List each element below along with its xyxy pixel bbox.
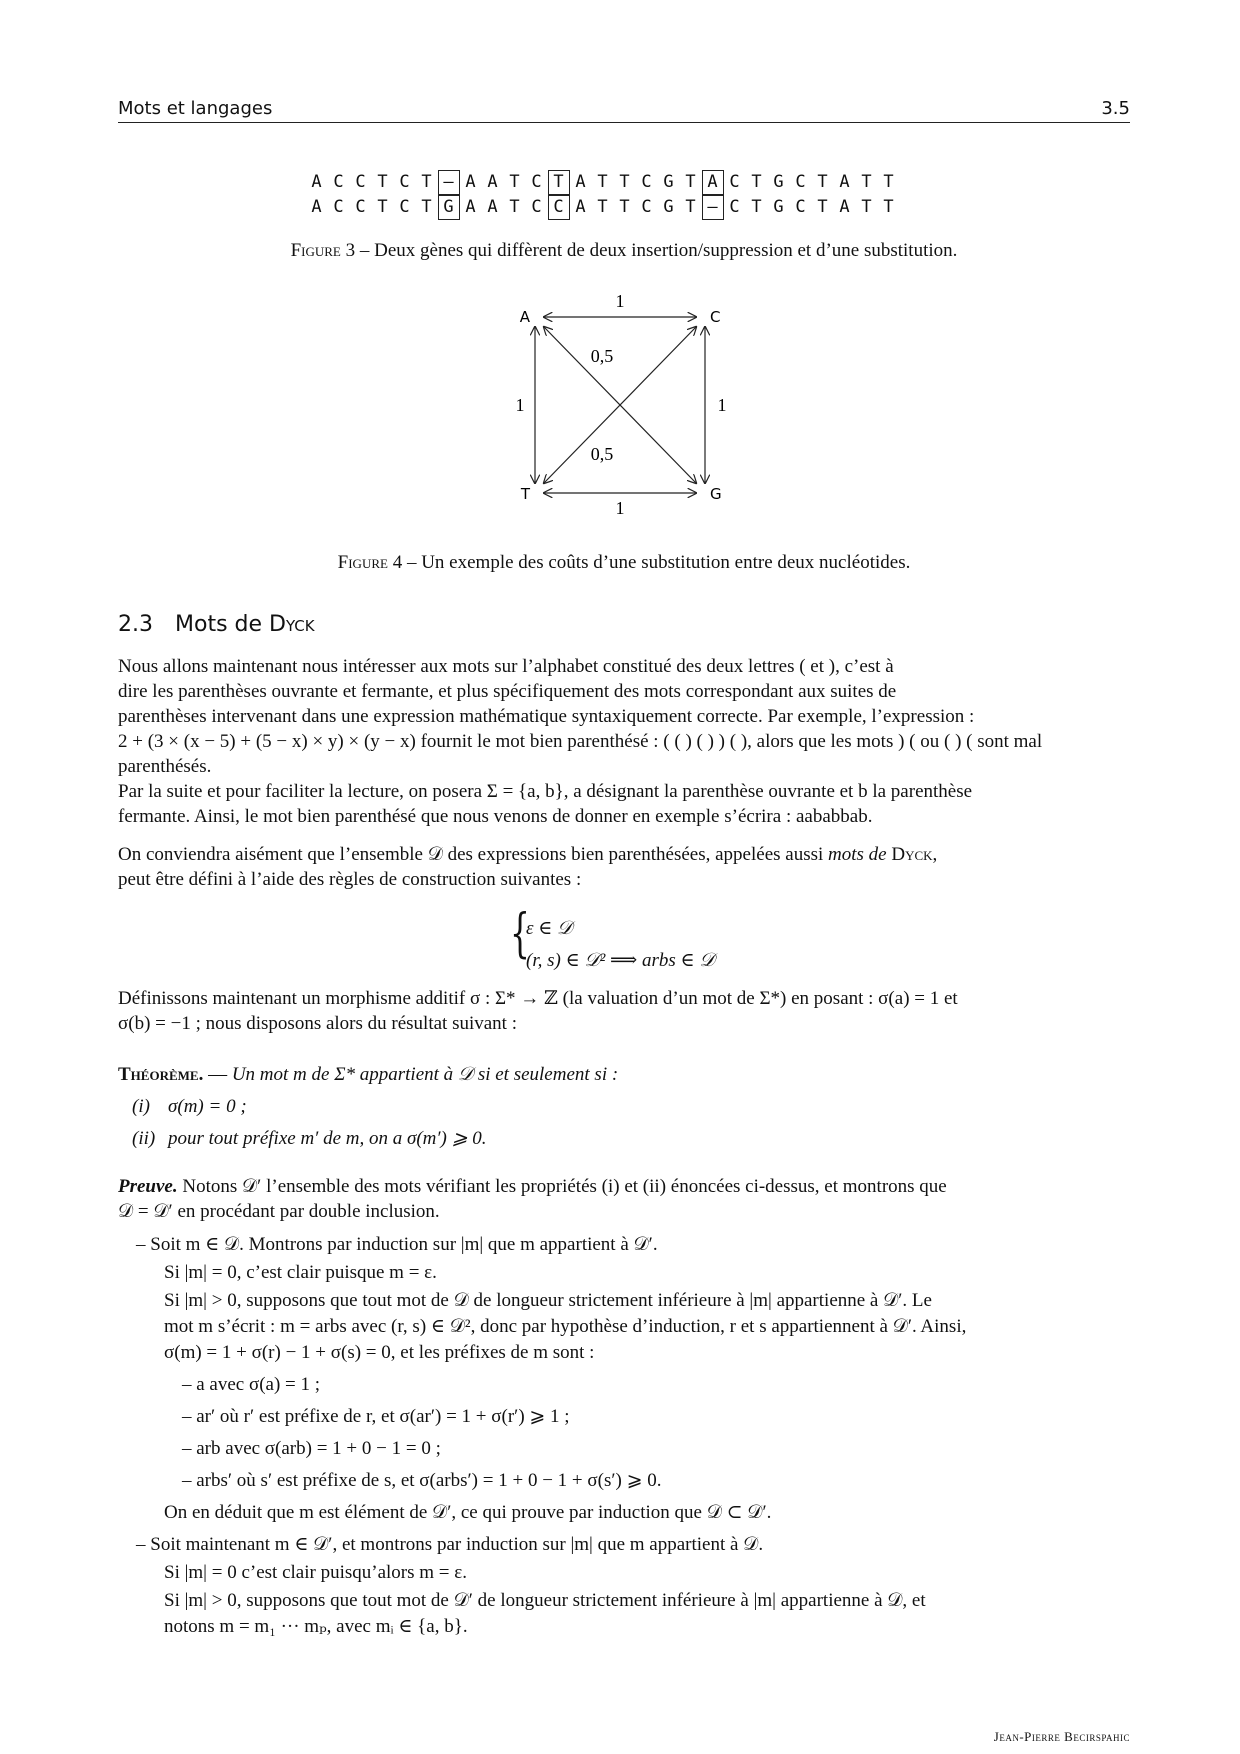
proof-b1-line-a: Si |m| = 0, c’est clair puisque m = ε. (164, 1262, 437, 1283)
nucleotide: T (509, 197, 521, 217)
nucleotide: T (421, 172, 433, 192)
proof-b1-conclusion: On en déduit que m est élément de 𝒟′, ce qui prouve par induction que 𝒟 ⊂ 𝒟′. (164, 1502, 772, 1523)
nucleotide: T (509, 172, 521, 192)
figure-3-caption-text: – Deux gènes qui diffèrent de deux insertion/suppression et d’une substitution. (355, 240, 958, 261)
prefix-item-4: – arbs′ où s′ est préfixe de s, et σ(arbs′) = 1 + 0 − 1 + σ(s′) ⩾ 0. (182, 1470, 662, 1491)
para4-line2: σ(b) = −1 ; nous disposons alors du résultat suivant : (118, 1013, 517, 1034)
cost-right: 1 (717, 395, 727, 415)
proof-bullet-2: – Soit maintenant m ∈ 𝒟′, et montrons par induction sur |m| que m appartient à 𝒟. (136, 1534, 764, 1555)
nucleotide: C (333, 197, 345, 217)
nucleotide: T (861, 172, 873, 192)
nucleotide: – (702, 195, 724, 220)
nucleotide: A (465, 197, 477, 217)
nucleotide: T (883, 197, 895, 217)
nucleotide: T (619, 197, 631, 217)
cost-left: 1 (515, 395, 525, 415)
nucleotide: C (355, 172, 367, 192)
page-header (118, 96, 1130, 123)
node-a: A (519, 308, 530, 326)
nucleotide: T (883, 172, 895, 192)
nucleotide: T (751, 172, 763, 192)
cost-diag-top: 0,5 (590, 346, 614, 366)
nucleotide: C (531, 172, 543, 192)
section-title-text: Mots de (175, 612, 270, 637)
cost-top: 1 (615, 291, 625, 311)
nucleotide: C (729, 172, 741, 192)
para1-line4: 2 + (3 × (x − 5) + (5 − x) × y) × (y − x) fournit le mot bien parenthésé : ( ( ) ( ) ) ( ), alors que les mots ) ( ou ( ) ( sont mal (118, 731, 1043, 752)
nucleotide: C (795, 172, 807, 192)
figure-4-graph (500, 285, 740, 525)
section-heading (118, 612, 315, 637)
figure-3-label: Figure 3 (290, 240, 356, 261)
nucleotide: A (575, 197, 587, 217)
para4-line1: Définissons maintenant un morphisme additif σ : Σ* → ℤ (la valuation d’un mot de Σ*) en posant : σ(a) = 1 et (118, 988, 958, 1009)
cost-bottom: 1 (615, 498, 625, 518)
proof-b1-line-b: Si |m| > 0, supposons que tout mot de 𝒟 de longueur strictement inférieure à |m| appartienne à 𝒟′. Le (164, 1290, 932, 1311)
nucleotide: – (438, 170, 460, 195)
nucleotide: C (355, 197, 367, 217)
proof-line1: Preuve. Notons 𝒟′ l’ensemble des mots vérifiant les propriétés (i) et (ii) énoncées ci-dessus, et montrons que (118, 1176, 947, 1197)
para1-line1: Nous allons maintenant nous intéresser aux mots sur l’alphabet constitué des deux lettres ( et ), c’est à (118, 656, 894, 677)
nucleotide: T (377, 197, 389, 217)
proof-b2-line-a: Si |m| = 0 c’est clair puisqu’alors m = ε. (164, 1562, 467, 1583)
nucleotide: G (663, 172, 675, 192)
proof-line2: 𝒟 = 𝒟′ en procédant par double inclusion. (118, 1201, 440, 1222)
nucleotide: T (817, 172, 829, 192)
para1-line2: dire les parenthèses ouvrante et fermante, et plus spécifiquement des mots correspondant aux suites de (118, 681, 897, 702)
sequence-row-1 (306, 170, 900, 195)
para1-line3: parenthèses intervenant dans une expression mathématique syntaxiquement correcte. Par exemple, l’expression : (118, 706, 975, 727)
paragraph-intro (118, 654, 1130, 829)
figure-4-label: Figure 4 (337, 552, 403, 573)
paragraph-dyck-definition (118, 842, 1130, 892)
proof-bullet-1: – Soit m ∈ 𝒟. Montrons par induction sur |m| que m appartient à 𝒟′. (136, 1234, 658, 1255)
nucleotide: T (817, 197, 829, 217)
para2-line2: fermante. Ainsi, le mot bien parenthésé que nous venons de donner en exemple s’écrira : aababbab. (118, 806, 873, 827)
nucleotide: C (399, 197, 411, 217)
rule-2: (r, s) ∈ 𝒟² ⟹ arbs ∈ 𝒟 (526, 950, 715, 971)
nucleotide: A (487, 197, 499, 217)
theorem-statement: Théorème. — Un mot m de Σ* appartient à 𝒟 si et seulement si : (118, 1064, 619, 1085)
proof-b2-line-c: notons m = m₁ ··· mₚ, avec mᵢ ∈ {a, b}. (164, 1616, 468, 1637)
nucleotide: A (465, 172, 477, 192)
sequence-row-2 (306, 195, 900, 220)
author-footer: Jean-Pierre Becirspahic (993, 1729, 1130, 1744)
para3-line1: On conviendra aisément que l’ensemble 𝒟 des expressions bien parenthésées, appelées aussi mots de Dyck, (118, 844, 938, 865)
nucleotide: C (729, 197, 741, 217)
theorem-condition-i: (i) σ(m) = 0 ; (132, 1096, 247, 1117)
nucleotide: T (597, 172, 609, 192)
para1-line5: parenthésés. (118, 756, 212, 777)
proof-b2-line-b: Si |m| > 0, supposons que tout mot de 𝒟′ de longueur strictement inférieure à |m| appartienne à 𝒟, et (164, 1590, 926, 1611)
figure-4-caption-text: – Un exemple des coûts d’une substitution entre deux nucléotides. (402, 552, 911, 573)
nucleotide: G (773, 172, 785, 192)
nucleotide: A (702, 170, 724, 195)
para2-line1: Par la suite et pour faciliter la lecture, on posera Σ = {a, b}, a désignant la parenthèse ouvrante et b la parenthèse (118, 781, 973, 802)
nucleotide: A (311, 197, 323, 217)
page-number: 3.5 (1101, 98, 1130, 119)
figure-3-caption (118, 238, 1130, 263)
nucleotide: G (438, 195, 460, 220)
proof-b1-line-c: mot m s’écrit : m = arbs avec (r, s) ∈ 𝒟², donc par hypothèse d’induction, r et s appartiennent à 𝒟′. Ainsi, (164, 1316, 967, 1337)
nucleotide: C (641, 197, 653, 217)
nucleotide: C (795, 197, 807, 217)
node-t: T (520, 485, 530, 503)
rule-1: ε ∈ 𝒟 (526, 918, 573, 939)
nucleotide: T (751, 197, 763, 217)
nucleotide: T (597, 197, 609, 217)
nucleotide: C (548, 195, 570, 220)
prefix-item-1: – a avec σ(a) = 1 ; (182, 1374, 321, 1395)
cost-diag-bottom: 0,5 (590, 444, 614, 464)
figure-4-caption (118, 550, 1130, 575)
prefix-item-2: – ar′ où r′ est préfixe de r, et σ(ar′) = 1 + σ(r′) ⩾ 1 ; (182, 1406, 570, 1427)
para3-line2: peut être défini à l’aide des règles de construction suivantes : (118, 869, 582, 890)
nucleotide: T (619, 172, 631, 192)
prefix-item-3: – arb avec σ(arb) = 1 + 0 − 1 = 0 ; (182, 1438, 441, 1459)
nucleotide: A (487, 172, 499, 192)
node-g: G (710, 485, 722, 503)
proof-b1-line-d: σ(m) = 1 + σ(r) − 1 + σ(s) = 0, et les préfixes de m sont : (164, 1342, 595, 1363)
nucleotide: G (773, 197, 785, 217)
theorem-label: Théorème. (118, 1064, 204, 1085)
nucleotide: C (399, 172, 411, 192)
nucleotide: C (641, 172, 653, 192)
proof (118, 1174, 1130, 1224)
node-c: C (710, 308, 721, 326)
nucleotide: T (685, 197, 697, 217)
nucleotide: T (421, 197, 433, 217)
brace: { (510, 904, 530, 964)
section-number: 2.3 (118, 612, 153, 637)
theorem-condition-ii: (ii) pour tout préfixe m′ de m, on a σ(m′) ⩾ 0. (132, 1128, 487, 1149)
nucleotide: A (839, 197, 851, 217)
nucleotide: T (548, 170, 570, 195)
paragraph-morphism (118, 986, 1130, 1036)
nucleotide: T (861, 197, 873, 217)
section-title-dyck: Dyck (269, 612, 315, 637)
nucleotide: A (311, 172, 323, 192)
nucleotide: G (663, 197, 675, 217)
nucleotide: C (333, 172, 345, 192)
nucleotide: A (575, 172, 587, 192)
chapter-title: Mots et langages (118, 98, 273, 119)
nucleotide: T (685, 172, 697, 192)
nucleotide: T (377, 172, 389, 192)
nucleotide: C (531, 197, 543, 217)
nucleotide: A (839, 172, 851, 192)
